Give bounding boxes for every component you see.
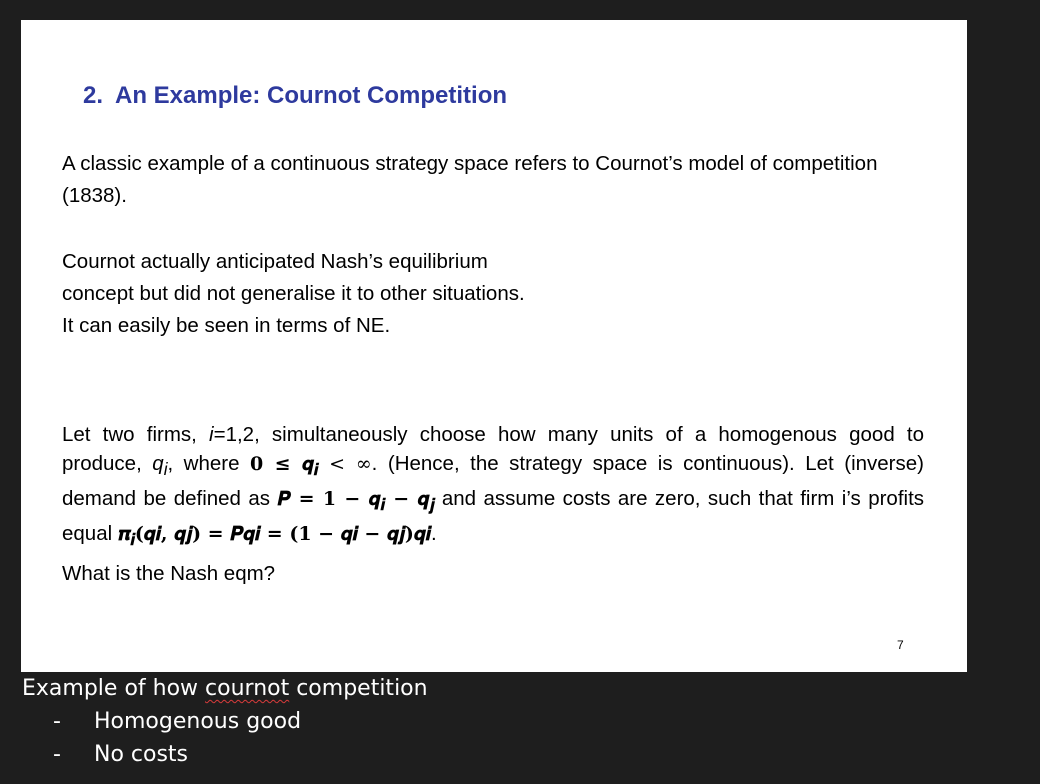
spellcheck-word[interactable]: cournot bbox=[205, 676, 290, 701]
firm-index-var: i bbox=[209, 423, 214, 446]
notes-bullet-item bbox=[22, 738, 722, 771]
cournot-nash-paragraph bbox=[62, 246, 942, 342]
bullet-dash: - bbox=[53, 709, 61, 734]
setup-text-4: . (Hence, the strategy space is continuous). Let (inverse) demand be defined as bbox=[62, 452, 924, 511]
slide-title-number: 2. bbox=[83, 82, 104, 109]
bullet-text: Homogenous good bbox=[94, 709, 302, 734]
profit-math: 𝝅$_𝒊$(𝒒𝒊, 𝒒𝒋) = 𝑷𝒒𝒊 = (𝟏 − 𝒒𝒊 − 𝒒𝒋)𝒒𝒊 bbox=[117, 522, 431, 549]
slide-page-number: 7 bbox=[897, 638, 904, 652]
quantity-var-sub: i bbox=[163, 460, 168, 480]
slide-title bbox=[83, 82, 507, 110]
setup-text-6: . bbox=[431, 521, 437, 545]
notes-heading bbox=[22, 673, 722, 705]
intro-paragraph: A classic example of a continuous strategy space refers to Cournot’s model of competition (1838). bbox=[62, 152, 878, 207]
question-text: What is the Nash eqm? bbox=[62, 562, 276, 585]
notes-bullet-list bbox=[22, 705, 722, 771]
setup-text-1: Let two firms, bbox=[62, 423, 210, 446]
slide bbox=[21, 20, 967, 672]
notes-heading-end: competition bbox=[289, 676, 428, 701]
setup-text-3: , where bbox=[167, 452, 251, 475]
bullet-dash: - bbox=[53, 742, 61, 767]
setup-text-5: and assume costs are zero, such that firm i’s profits equal bbox=[62, 487, 925, 545]
para2-line-2: concept but did not generalise it to other situations. bbox=[62, 282, 525, 305]
setup-text-2: =1,2, simultaneously choose how many units of a homogenous good to produce, bbox=[62, 423, 924, 475]
demand-math: 𝑷 = 𝟏 − 𝒒$_𝒊$ − 𝒒$_𝒋$ bbox=[277, 488, 435, 514]
para2-line-1: Cournot actually anticipated Nash’s equilibrium bbox=[62, 250, 488, 273]
model-setup-paragraph bbox=[62, 420, 924, 554]
slide-title-text: An Example: Cournot Competition bbox=[115, 82, 508, 109]
bullet-text: No costs bbox=[94, 742, 189, 767]
quantity-var: q bbox=[152, 452, 164, 475]
strategy-constraint-math: 0 ≤ 𝒒$_𝒊$ < ∞ bbox=[250, 453, 372, 479]
notes-heading-start: Example of how bbox=[22, 676, 206, 701]
para2-line-3: It can easily be seen in terms of NE. bbox=[62, 314, 391, 337]
notes-bullet-item bbox=[22, 705, 722, 738]
speaker-notes[interactable] bbox=[22, 673, 722, 771]
